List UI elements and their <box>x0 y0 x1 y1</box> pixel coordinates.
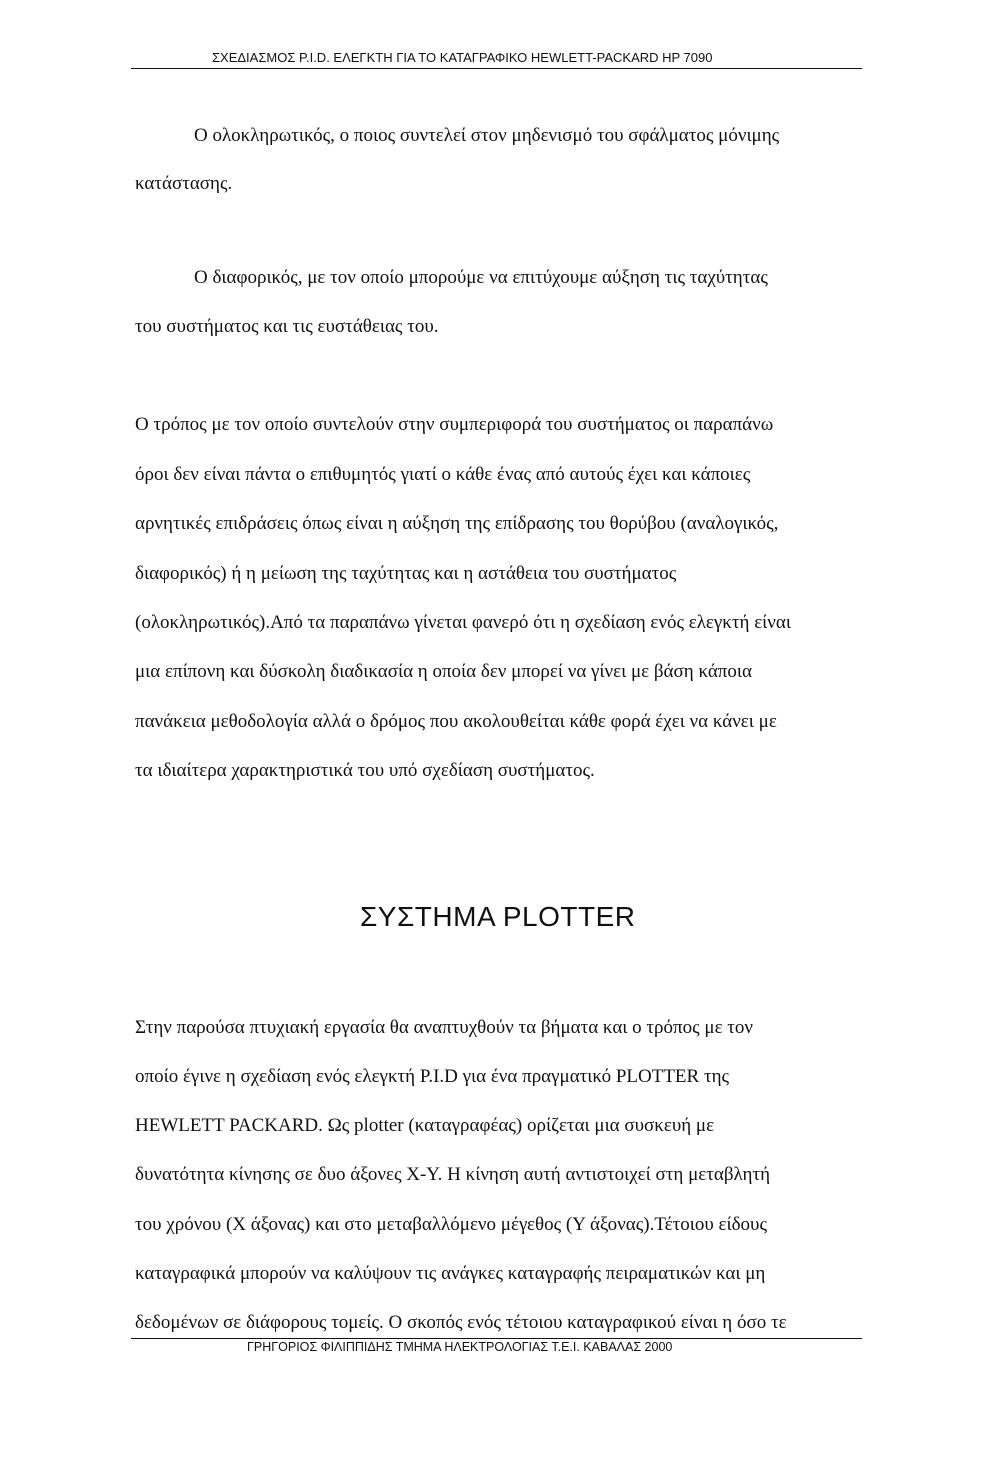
para4-line-3: HEWLETT PACKARD. Ως plotter (καταγραφέας) ορίζεται μια συσκευή με <box>135 1115 715 1136</box>
para4-line-5: του χρόνου (Χ άξονας) και στο μεταβαλλόμενο μέγεθος (Υ άξονας).Τέτοιου είδους <box>135 1214 767 1235</box>
para1-line-1: Ο ολοκληρωτικός, ο ποιος συντελεί στον μηδενισμό του σφάλματος μόνιμης <box>194 125 780 146</box>
para4-line-4: δυνατότητα κίνησης σε δυο άξονες Χ-Υ. Η κίνηση αυτή αντιστοιχεί στη μεταβλητή <box>135 1164 771 1185</box>
para3-line-5: (ολοκληρωτικός).Από τα παραπάνω γίνεται φανερό ότι η σχεδίαση ενός ελεγκτή είναι <box>135 612 791 633</box>
para4-line-6: καταγραφικά μπορούν να καλύψουν τις ανάγκες καταγραφής πειραματικών και μη <box>135 1263 766 1284</box>
para1-line-2: κατάστασης. <box>135 173 233 194</box>
para4-line-1: Στην παρούσα πτυχιακή εργασία θα αναπτυχθούν τα βήματα και ο τρόπος με τον <box>135 1017 754 1038</box>
para3-line-4: διαφορικός) ή η μείωση της ταχύτητας και η αστάθεια του συστήματος <box>135 563 677 584</box>
para2-line-2: του συστήματος και τις ευστάθειας του. <box>135 316 439 337</box>
running-footer: ΓΡΗΓΟΡΙΟΣ ΦΙΛΙΠΠΙΔΗΣ ΤΜΗΜΑ ΗΛΕΚΤΡΟΛΟΓΙΑΣ Τ.Ε.Ι. ΚΑΒΑΛΑΣ 2000 <box>247 1340 673 1354</box>
header-divider <box>131 68 862 69</box>
para3-line-1: Ο τρόπος με τον οποίο συντελούν στην συμπεριφορά του συστήματος οι παραπάνω <box>135 414 774 435</box>
running-header: ΣΧΕΔΙΑΣΜΟΣ P.I.D. ΕΛΕΓΚΤΗ ΓΙΑ ΤΟ ΚΑΤΑΓΡΑΦΙΚΟ HEWLETT-PACKARD HP 7090 <box>212 50 713 65</box>
section-title: ΣΥΣΤΗΜΑ PLOTTER <box>360 901 636 932</box>
para3-line-2: όροι δεν είναι πάντα ο επιθυμητός γιατί ο κάθε ένας από αυτούς έχει και κάποιες <box>135 464 751 485</box>
para3-line-8: τα ιδιαίτερα χαρακτηριστικά του υπό σχεδίαση συστήματος. <box>135 760 595 781</box>
para3-line-3: αρνητικές επιδράσεις όπως είναι η αύξηση της επίδρασης του θορύβου (αναλογικός, <box>135 513 779 534</box>
footer-divider <box>131 1338 862 1339</box>
para3-line-6: μια επίπονη και δύσκολη διαδικασία η οποία δεν μπορεί να γίνει με βάση κάποια <box>135 661 752 682</box>
para4-line-2: οποίο έγινε η σχεδίαση ενός ελεγκτή P.I.D για ένα πραγματικό PLOTTER της <box>135 1066 730 1087</box>
para4-line-7: δεδομένων σε διάφορους τομείς. Ο σκοπός ενός τέτοιου καταγραφικού είναι η όσο τε <box>135 1312 787 1333</box>
para3-line-7: πανάκεια μεθοδολογία αλλά ο δρόμος που ακολουθείται κάθε φορά έχει να κάνει με <box>135 711 777 732</box>
para2-line-1: Ο διαφορικός, με τον οποίο μπορούμε να επιτύχουμε αύξηση τις ταχύτητας <box>194 267 768 288</box>
